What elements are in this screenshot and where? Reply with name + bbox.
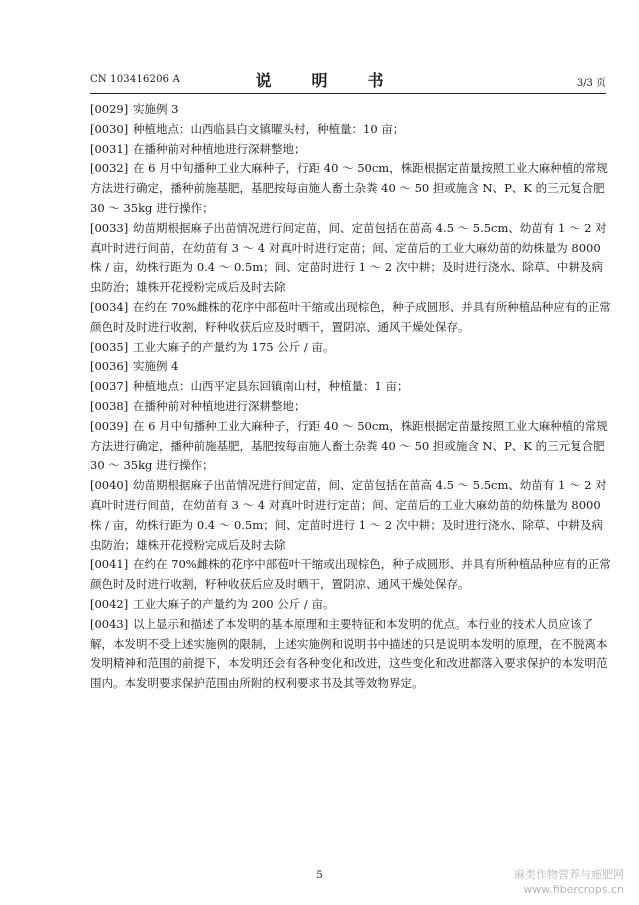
paragraph-number: [0043] [90, 616, 129, 631]
paragraph-0039 [90, 417, 612, 476]
paragraph-0041 [90, 555, 612, 595]
paragraph-0036 [90, 357, 612, 377]
paragraph-number: [0037] [90, 379, 129, 394]
paragraph-text: 幼苗期根据麻子出苗情况进行间定苗，间、定苗包括在苗高 4.5 ～ 5.5cm、幼苗有 1 ～ 2 对真叶时进行间苗，在幼苗有 3 ～ 4 对真叶时进行定苗；间、定苗后的工业大麻幼苗的幼株量为 8000 株 / 亩，幼株行距为 0.4 ～ 0.5m；间、定苗时进行 1 ～ 2 次中耕；及时进行浇水、除草、中耕及病虫防治；雄株开花授粉完成后及时去除 [90, 220, 607, 295]
paragraph-number: [0032] [90, 161, 129, 176]
paragraph-text: 实施例 4 [133, 359, 179, 374]
paragraph-text: 在播种前对种植地进行深耕整地； [133, 141, 306, 156]
paragraph-number: [0036] [90, 359, 129, 374]
paragraph-0032 [90, 159, 612, 218]
paragraph-0029 [90, 100, 612, 120]
paragraph-number: [0029] [90, 102, 129, 116]
paragraph-text: 幼苗期根据麻子出苗情况进行间定苗，间、定苗包括在苗高 4.5 ～ 5.5cm、幼苗有 1 ～ 2 对真叶时进行间苗，在幼苗有 3 ～ 4 对真叶时进行定苗；间、定苗后的工业大麻幼苗的幼株量为 8000 株 / 亩，幼株行距为 0.4 ～ 0.5m；间、定苗时进行 1 ～ 2 次中耕；及时进行浇水、除草、中耕及病虫防治；雄株开花授粉完成后及时去除 [90, 478, 607, 552]
paragraph-0035 [90, 338, 612, 358]
header-divider [90, 93, 606, 94]
paragraph-0030 [90, 120, 612, 140]
paragraph-text: 工业大麻子的产量约为 200 公斤 / 亩。 [133, 596, 335, 611]
paragraph-number: [0031] [90, 141, 129, 156]
page-reference: 3/3 页 [576, 78, 606, 89]
paragraph-number: [0030] [90, 121, 129, 136]
paragraph-text: 种植地点：山西临县白文镇曜头村，种植量：10 亩； [133, 121, 405, 136]
paragraph-number: [0033] [90, 220, 129, 235]
paragraph-0042 [90, 595, 612, 615]
paragraph-number: [0035] [90, 339, 129, 354]
paragraph-0031 [90, 140, 612, 160]
paragraph-text: 工业大麻子的产量约为 175 公斤 / 亩。 [133, 339, 335, 354]
paragraph-number: [0038] [90, 398, 129, 413]
paragraph-text: 在 6 月中旬播种工业大麻种子，行距 40 ～ 50cm，株距根据定苗量按照工业大麻种植的常规方法进行确定，播种前施基肥，基肥按每亩施人畜土杂粪 40 ～ 50 担或施含 N、P、K 的三元复合肥 30 ～ 35kg 进行操作； [90, 418, 608, 473]
paragraph-text: 以上显示和描述了本发明的基本原理和主要特征和本发明的优点。本行业的技术人员应该了解，本发明不受上述实施例的限制，上述实施例和说明书中描述的只是说明本发明的原理，在不脱离本发明精神和范围的前提下，本发明还会有各种变化和改进，这些变化和改进都落入要求保护的本发明范围内。本发明要求保护范围由所附的权利要求书及其等效物界定。 [90, 616, 608, 691]
document-body [90, 100, 612, 694]
paragraph-0034 [90, 298, 612, 338]
paragraph-number: [0040] [90, 478, 129, 493]
watermark-site-name: 麻类作物营养与施肥网 [514, 868, 624, 881]
paragraph-number: [0034] [90, 299, 129, 314]
paragraph-0037 [90, 377, 612, 397]
paragraph-text: 实施例 3 [133, 102, 179, 116]
paragraph-0040 [90, 476, 612, 555]
paragraph-0043 [90, 615, 612, 694]
paragraph-number: [0042] [90, 596, 129, 611]
paragraph-text: 在约在 70%雌株的花序中部苞叶干缩或出现棕色，种子成圆形、并具有所种植品种应有的正常颜色时及时进行收割，籽种收获后应及时晒干，置阴凉、通风干燥处保存。 [90, 557, 611, 592]
paragraph-0038 [90, 397, 612, 417]
paragraph-0033 [90, 219, 612, 298]
paragraph-text: 在 6 月中旬播种工业大麻种子，行距 40 ～ 50cm，株距根据定苗量按照工业大麻种植的常规方法进行确定，播种前施基肥，基肥按每亩施人畜土杂粪 40 ～ 50 担或施含 N、P、K 的三元复合肥 30 ～ 35kg 进行操作； [90, 161, 608, 215]
paragraph-text: 种植地点：山西平定县东回镇南山村，种植量：1 亩； [133, 379, 409, 394]
paragraph-number: [0039] [90, 418, 129, 433]
paragraph-text: 在播种前对种植地进行深耕整地； [133, 398, 306, 413]
patent-number: CN 103416206 A [90, 74, 181, 85]
paragraph-text: 在约在 70%雌株的花序中部苞叶干缩或出现棕色，种子成圆形、并具有所种植品种应有的正常颜色时及时进行收割，籽种收获后应及时晒干，置阴凉、通风干燥处保存。 [90, 299, 611, 334]
document-title: 说 明 书 [255, 71, 396, 90]
page-number: 5 [316, 870, 323, 881]
paragraph-number: [0041] [90, 557, 129, 572]
watermark-url: www.fibercrops.cn [523, 883, 624, 896]
